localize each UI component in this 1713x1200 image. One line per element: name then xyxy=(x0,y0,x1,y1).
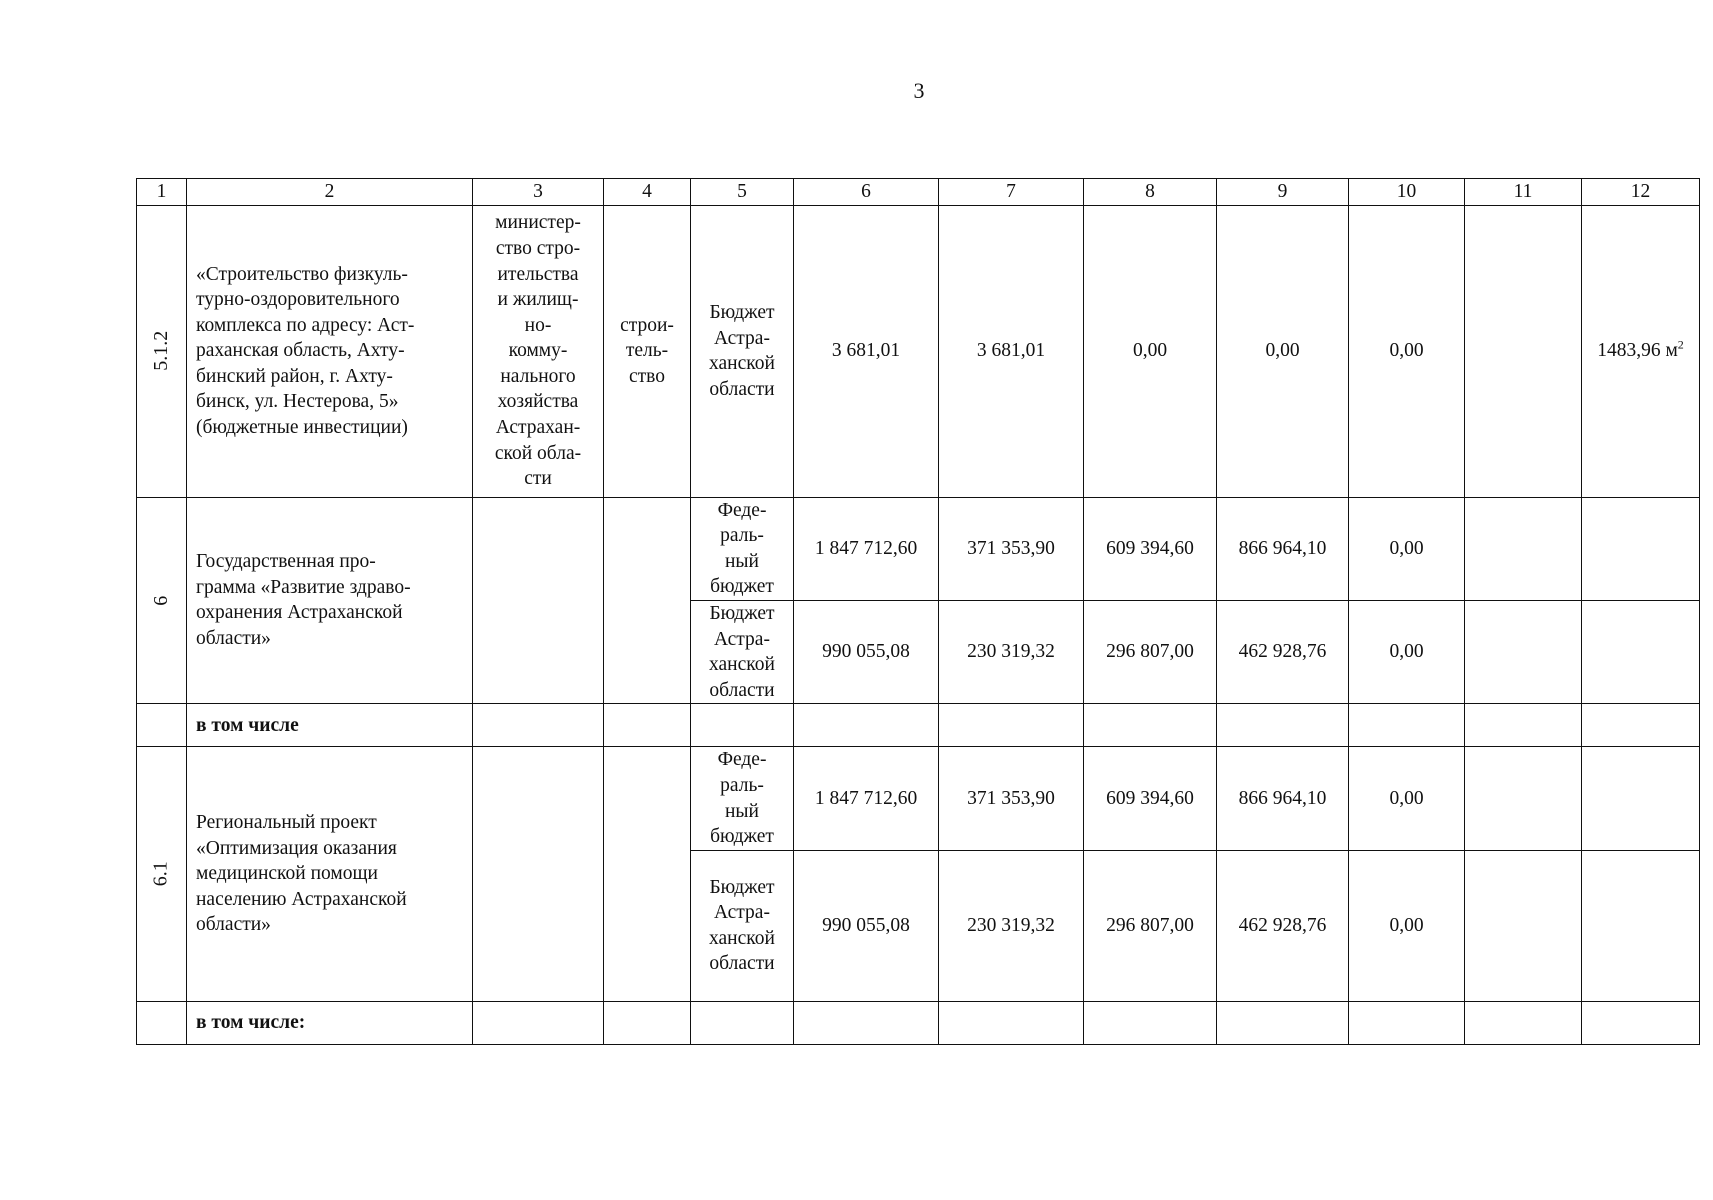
empty-cell xyxy=(1349,704,1465,747)
type-cell xyxy=(604,205,691,497)
value-cell-9: 462 928,76 xyxy=(1217,850,1349,1001)
value-cell-12 xyxy=(1582,747,1700,850)
col-header-6: 6 xyxy=(794,179,939,206)
empty-cell xyxy=(604,704,691,747)
value-cell-7: 371 353,90 xyxy=(939,747,1084,850)
table-row xyxy=(137,747,1700,850)
source-line: ный xyxy=(725,550,759,572)
row-name-line: населению Астраханской xyxy=(196,888,407,910)
executor-line: Астрахан- xyxy=(495,417,581,439)
source-line: бюджет xyxy=(710,576,774,598)
table-row xyxy=(137,1001,1700,1044)
value-cell-12 xyxy=(1582,205,1700,497)
value-cell-6: 1 847 712,60 xyxy=(794,497,939,600)
row-name-line: раханская область, Ахту- xyxy=(196,340,405,362)
source-line: Бюджет xyxy=(709,301,775,323)
source-line: Феде- xyxy=(717,749,767,771)
row-name-cell xyxy=(187,205,473,497)
executor-cell xyxy=(473,747,604,1001)
value-cell-9: 866 964,10 xyxy=(1217,747,1349,850)
value-cell-11 xyxy=(1465,850,1582,1001)
row-name-line: охранения Астраханской xyxy=(196,602,403,624)
subtotal-label: в том числе xyxy=(187,704,473,747)
source-line: ханской xyxy=(709,654,775,676)
row-name-line: бинский район, г. Ахту- xyxy=(196,365,393,387)
empty-cell xyxy=(939,704,1084,747)
page-number: 3 xyxy=(913,78,925,103)
col-header-1: 1 xyxy=(137,179,187,206)
row-name-line: области» xyxy=(196,914,271,936)
row-code-cell xyxy=(137,704,187,747)
executor-line: хозяйства xyxy=(497,391,579,413)
executor-line: сти xyxy=(524,468,552,490)
source-line: Бюджет xyxy=(709,876,775,898)
value-cell-7: 230 319,32 xyxy=(939,600,1084,703)
executor-line: и жилищ- xyxy=(497,289,579,311)
value-cell-7: 230 319,32 xyxy=(939,850,1084,1001)
source-line: Бюджет xyxy=(709,602,775,624)
value-cell-9: 462 928,76 xyxy=(1217,600,1349,703)
col-header-9: 9 xyxy=(1217,179,1349,206)
row-name-line: области» xyxy=(196,628,271,650)
column-number-row xyxy=(137,179,1700,206)
empty-cell xyxy=(473,704,604,747)
source-line: Астра- xyxy=(714,327,770,349)
row-code-cell xyxy=(137,1001,187,1044)
executor-line: комму- xyxy=(508,340,568,362)
source-line: ханской xyxy=(709,927,775,949)
type-line: ство xyxy=(628,365,665,387)
source-cell xyxy=(691,205,794,497)
col-header-2: 2 xyxy=(187,179,473,206)
area-value: 1483,96 м xyxy=(1597,340,1678,362)
row-name-line: (бюджетные инвестиции) xyxy=(196,417,408,439)
row-name-line: турно-оздоровительного xyxy=(196,289,400,311)
executor-line: нального xyxy=(500,365,576,387)
source-line: Астра- xyxy=(714,902,770,924)
empty-cell xyxy=(1465,704,1582,747)
value-cell-7: 3 681,01 xyxy=(939,205,1084,497)
empty-cell xyxy=(1217,1001,1349,1044)
type-line: тель- xyxy=(625,340,669,362)
value-cell-11 xyxy=(1465,497,1582,600)
executor-line: министер- xyxy=(495,212,581,234)
source-line: бюджет xyxy=(710,826,774,848)
source-cell xyxy=(691,497,794,600)
value-cell-11 xyxy=(1465,205,1582,497)
col-header-7: 7 xyxy=(939,179,1084,206)
empty-cell xyxy=(939,1001,1084,1044)
source-line: ханской xyxy=(709,353,775,375)
value-cell-8: 296 807,00 xyxy=(1084,850,1217,1001)
row-name-line: Государственная про- xyxy=(196,551,376,573)
executor-cell xyxy=(473,205,604,497)
value-cell-8: 609 394,60 xyxy=(1084,747,1217,850)
empty-cell xyxy=(691,1001,794,1044)
row-code-cell xyxy=(137,497,187,704)
value-cell-6: 3 681,01 xyxy=(794,205,939,497)
value-cell-8: 0,00 xyxy=(1084,205,1217,497)
value-cell-12 xyxy=(1582,497,1700,600)
row-code: 5.1.2 xyxy=(149,331,172,372)
row-name-line: грамма «Развитие здраво- xyxy=(196,576,411,598)
value-cell-12 xyxy=(1582,850,1700,1001)
empty-cell xyxy=(1349,1001,1465,1044)
empty-cell xyxy=(1084,1001,1217,1044)
source-line: Феде- xyxy=(717,499,767,521)
value-cell-10: 0,00 xyxy=(1349,497,1465,600)
type-line: строи- xyxy=(620,314,674,336)
value-cell-11 xyxy=(1465,747,1582,850)
empty-cell xyxy=(1582,704,1700,747)
col-header-12: 12 xyxy=(1582,179,1700,206)
row-name-line: «Строительство физкуль- xyxy=(196,263,408,285)
value-cell-10: 0,00 xyxy=(1349,747,1465,850)
value-cell-11 xyxy=(1465,600,1582,703)
value-cell-6: 1 847 712,60 xyxy=(794,747,939,850)
row-name-cell xyxy=(187,497,473,704)
empty-cell xyxy=(794,1001,939,1044)
empty-cell xyxy=(1084,704,1217,747)
source-line: области xyxy=(709,953,775,975)
row-name-line: Региональный проект xyxy=(196,812,377,834)
executor-line: но- xyxy=(524,314,552,336)
col-header-8: 8 xyxy=(1084,179,1217,206)
row-name-line: медицинской помощи xyxy=(196,863,378,885)
empty-cell xyxy=(794,704,939,747)
col-header-3: 3 xyxy=(473,179,604,206)
executor-cell xyxy=(473,497,604,704)
table-row xyxy=(137,704,1700,747)
col-header-10: 10 xyxy=(1349,179,1465,206)
empty-cell xyxy=(473,1001,604,1044)
table-row xyxy=(137,497,1700,600)
col-header-5: 5 xyxy=(691,179,794,206)
source-line: раль- xyxy=(720,525,764,547)
empty-cell xyxy=(691,704,794,747)
value-cell-10: 0,00 xyxy=(1349,600,1465,703)
type-cell xyxy=(604,497,691,704)
value-cell-10: 0,00 xyxy=(1349,205,1465,497)
source-cell xyxy=(691,747,794,850)
type-cell xyxy=(604,747,691,1001)
empty-cell xyxy=(1582,1001,1700,1044)
source-cell xyxy=(691,600,794,703)
empty-cell xyxy=(1465,1001,1582,1044)
program-table xyxy=(136,178,1700,1045)
value-cell-7: 371 353,90 xyxy=(939,497,1084,600)
value-cell-9: 866 964,10 xyxy=(1217,497,1349,600)
row-name-line: бинск, ул. Нестерова, 5» xyxy=(196,391,399,413)
empty-cell xyxy=(1217,704,1349,747)
value-cell-10: 0,00 xyxy=(1349,850,1465,1001)
executor-line: ительства xyxy=(497,263,579,285)
source-line: области xyxy=(709,378,775,400)
value-cell-6: 990 055,08 xyxy=(794,850,939,1001)
value-cell-12 xyxy=(1582,600,1700,703)
value-cell-8: 296 807,00 xyxy=(1084,600,1217,703)
table-row xyxy=(137,205,1700,497)
executor-line: ство стро- xyxy=(495,237,581,259)
col-header-4: 4 xyxy=(604,179,691,206)
executor-line: ской обла- xyxy=(494,442,582,464)
col-header-11: 11 xyxy=(1465,179,1582,206)
row-name-line: комплекса по адресу: Аст- xyxy=(196,314,415,336)
value-cell-8: 609 394,60 xyxy=(1084,497,1217,600)
source-cell xyxy=(691,850,794,1001)
row-name-cell xyxy=(187,747,473,1001)
subtotal-label: в том числе: xyxy=(187,1001,473,1044)
empty-cell xyxy=(604,1001,691,1044)
source-line: Астра- xyxy=(714,628,770,650)
row-name-line: «Оптимизация оказания xyxy=(196,837,397,859)
row-code: 6.1 xyxy=(149,861,172,887)
source-line: области xyxy=(709,679,775,701)
row-code-cell xyxy=(137,205,187,497)
area-unit-exponent: 2 xyxy=(1677,337,1684,352)
row-code-cell xyxy=(137,747,187,1001)
row-code: 6 xyxy=(149,595,172,606)
value-cell-9: 0,00 xyxy=(1217,205,1349,497)
value-cell-6: 990 055,08 xyxy=(794,600,939,703)
source-line: ный xyxy=(725,800,759,822)
source-line: раль- xyxy=(720,774,764,796)
